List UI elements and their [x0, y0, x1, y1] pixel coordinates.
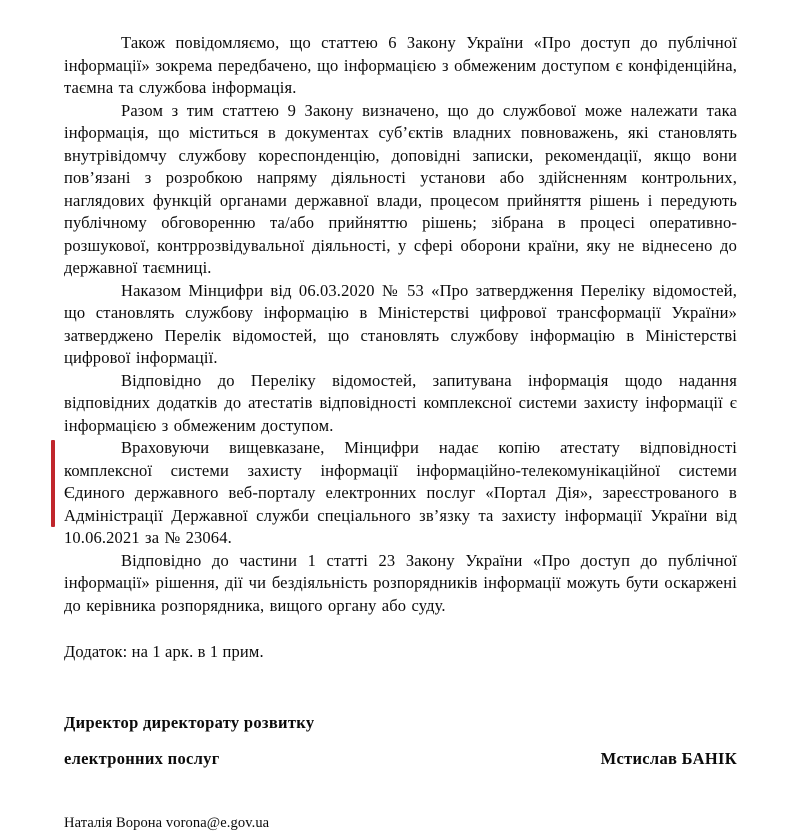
- signature-block: [64, 705, 737, 777]
- signature-position-text-2: електронних послуг: [64, 749, 220, 768]
- signature-position-text-1: Директор директорату розвитку: [64, 713, 315, 732]
- paragraph-attestation-copy: Враховуючи вищевказане, Мінцифри надає копію атестату відповідності комплексної системи захисту інформації інформаційно-телекомунікаційної системи Єдиного державного веб-порталу електронних послуг «Портал Дія», зареєстрованого в Адміністрації Державної служби спеціального зв’язку та захисту інформації України від 10.06.2021 за № 23064.: [64, 438, 737, 547]
- paragraph-restricted-access: Відповідно до Переліку відомостей, запитувана інформація щодо надання відповідних додатків до атестатів відповідності комплексної системи захисту інформації є інформацією з обмеженим доступом.: [64, 370, 737, 435]
- contact-line: Наталія Ворона vorona@e.gov.ua: [64, 815, 270, 831]
- paragraph-order-53: Наказом Мінцифри від 06.03.2020 № 53 «Про затвердження Переліку відомостей, що становлять службову інформацію в Міністерстві цифрової трансформації України» затверджено Перелік відомостей, що становлять службову інформацію в Міністерстві цифрової інформації.: [64, 280, 737, 367]
- attachment-note: Додаток: на 1 арк. в 1 прим.: [64, 642, 264, 661]
- signature-position-line-2: [64, 741, 737, 777]
- paragraph-law-article-6: Також повідомляємо, що статтею 6 Закону України «Про доступ до публічної інформації» зокрема передбачено, що інформацією з обмеженим доступом є конфіденційна, таємна та службова інформація.: [64, 33, 737, 97]
- margin-highlight-line: [51, 440, 55, 527]
- signature-position-line-1: [64, 705, 737, 741]
- paragraph-law-article-9: Разом з тим статтею 9 Закону визначено, що до службової може належати така інформація, що міститься в документах суб’єктів владних повноважень, які становлять внутрівідомчу службову кореспонденцію, доповідні записки, рекомендації, якщо вони пов’язані з розробкою напряму діяльності установи або здійсненням контрольних, наглядових функцій органами державної влади, процесом прийняття рішень і передують публічному обговоренню та/або прийняттю рішень; зібрана в процесі оперативно-розшукової, контррозвідувальної діяльності, у сфері оборони країни, яку не віднесено до державної таємниці.: [64, 100, 737, 277]
- paragraph-appeal-rights: Відповідно до частини 1 статті 23 Закону України «Про доступ до публічної інформації» рішення, дії чи бездіяльність розпорядників інформації можуть бути оскаржені до керівника розпорядника, вищого органу або суду.: [64, 550, 737, 615]
- marked-paragraph-wrap: [64, 437, 737, 550]
- signatory-name: Мстислав БАНІК: [600, 749, 737, 768]
